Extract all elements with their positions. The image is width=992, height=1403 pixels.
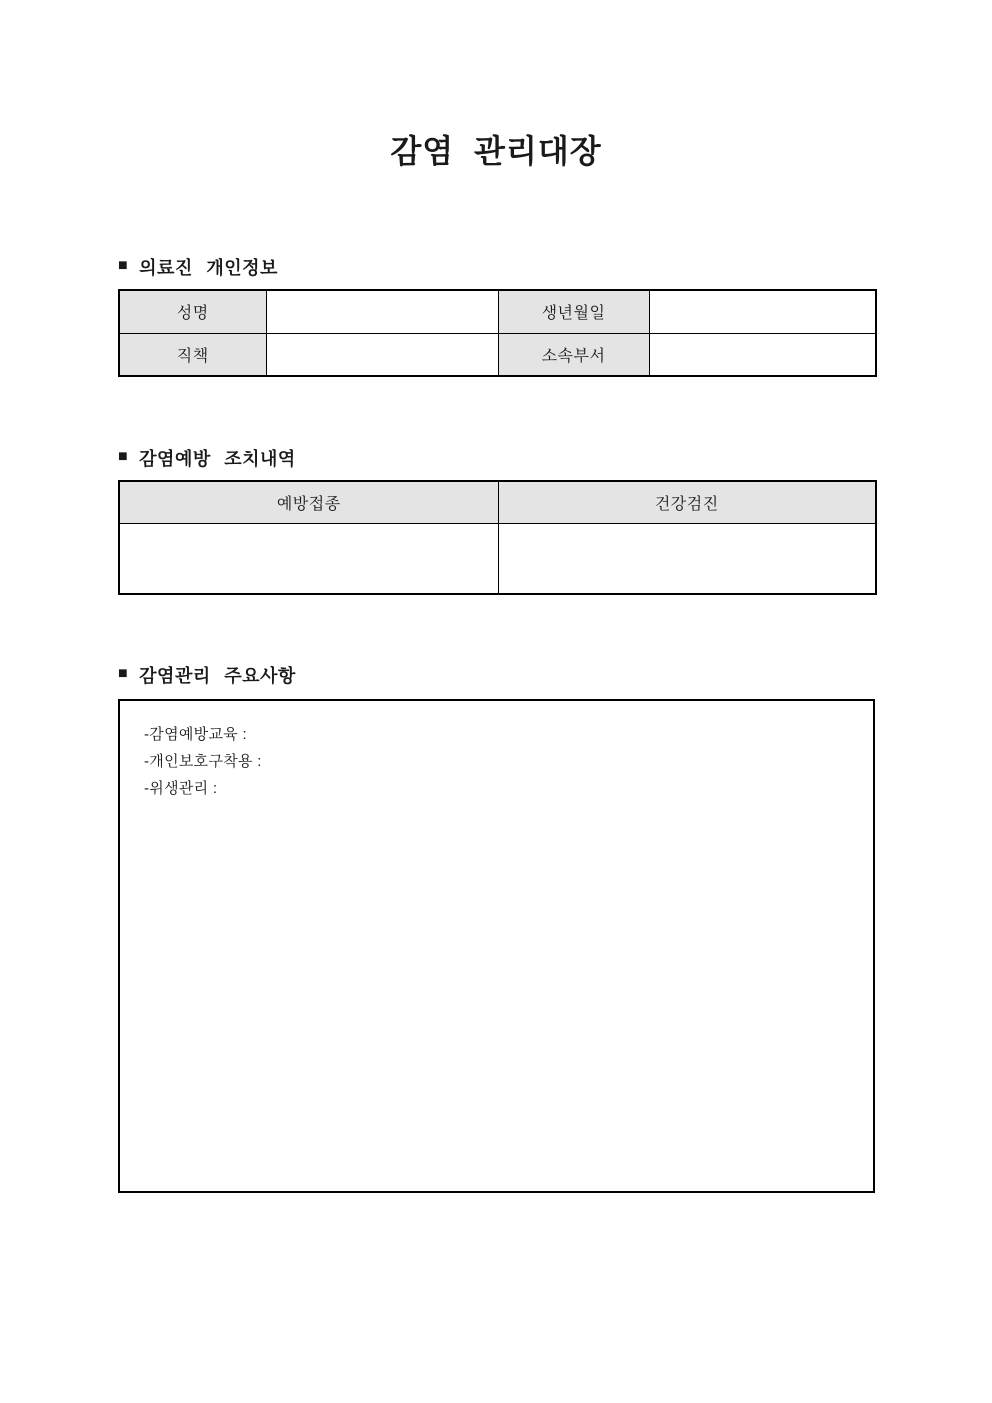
page-title: 감염 관리대장 [390,133,602,169]
department-input-cell[interactable] [649,333,876,376]
department-label-cell: 소속부서 [498,333,649,376]
note-line-hygiene: -위생관리 : [144,780,218,797]
square-bullet-icon: ■ [118,665,129,682]
notes-box[interactable] [118,699,875,1193]
position-input-cell[interactable] [266,333,498,376]
note-line-education: -감염예방교육 : [144,726,247,743]
square-bullet-icon: ■ [118,257,129,274]
position-label-cell: 직책 [119,333,266,376]
section-heading-staff-info [118,256,875,278]
staff-info-table [118,289,877,377]
table-row [119,333,876,376]
prevention-table [118,480,877,595]
section-heading-prevention [118,447,875,469]
section-heading-management [118,664,875,686]
birthdate-label-cell: 생년월일 [498,290,649,333]
vaccination-header-cell: 예방접종 [119,481,498,523]
vaccination-input-cell[interactable] [119,523,498,594]
document-content [118,256,875,1193]
section-heading-management-label: 감염관리 주요사항 [139,666,296,686]
square-bullet-icon: ■ [118,448,129,465]
checkup-input-cell[interactable] [498,523,876,594]
table-row [119,481,876,523]
name-label-cell: 성명 [119,290,266,333]
note-line-ppe: -개인보호구착용 : [144,753,262,770]
section-heading-staff-info-label: 의료진 개인정보 [139,258,278,278]
table-row [119,290,876,333]
name-input-cell[interactable] [266,290,498,333]
checkup-header-cell: 건강검진 [498,481,876,523]
table-row [119,523,876,594]
birthdate-input-cell[interactable] [649,290,876,333]
section-heading-prevention-label: 감염예방 조치내역 [139,449,296,469]
